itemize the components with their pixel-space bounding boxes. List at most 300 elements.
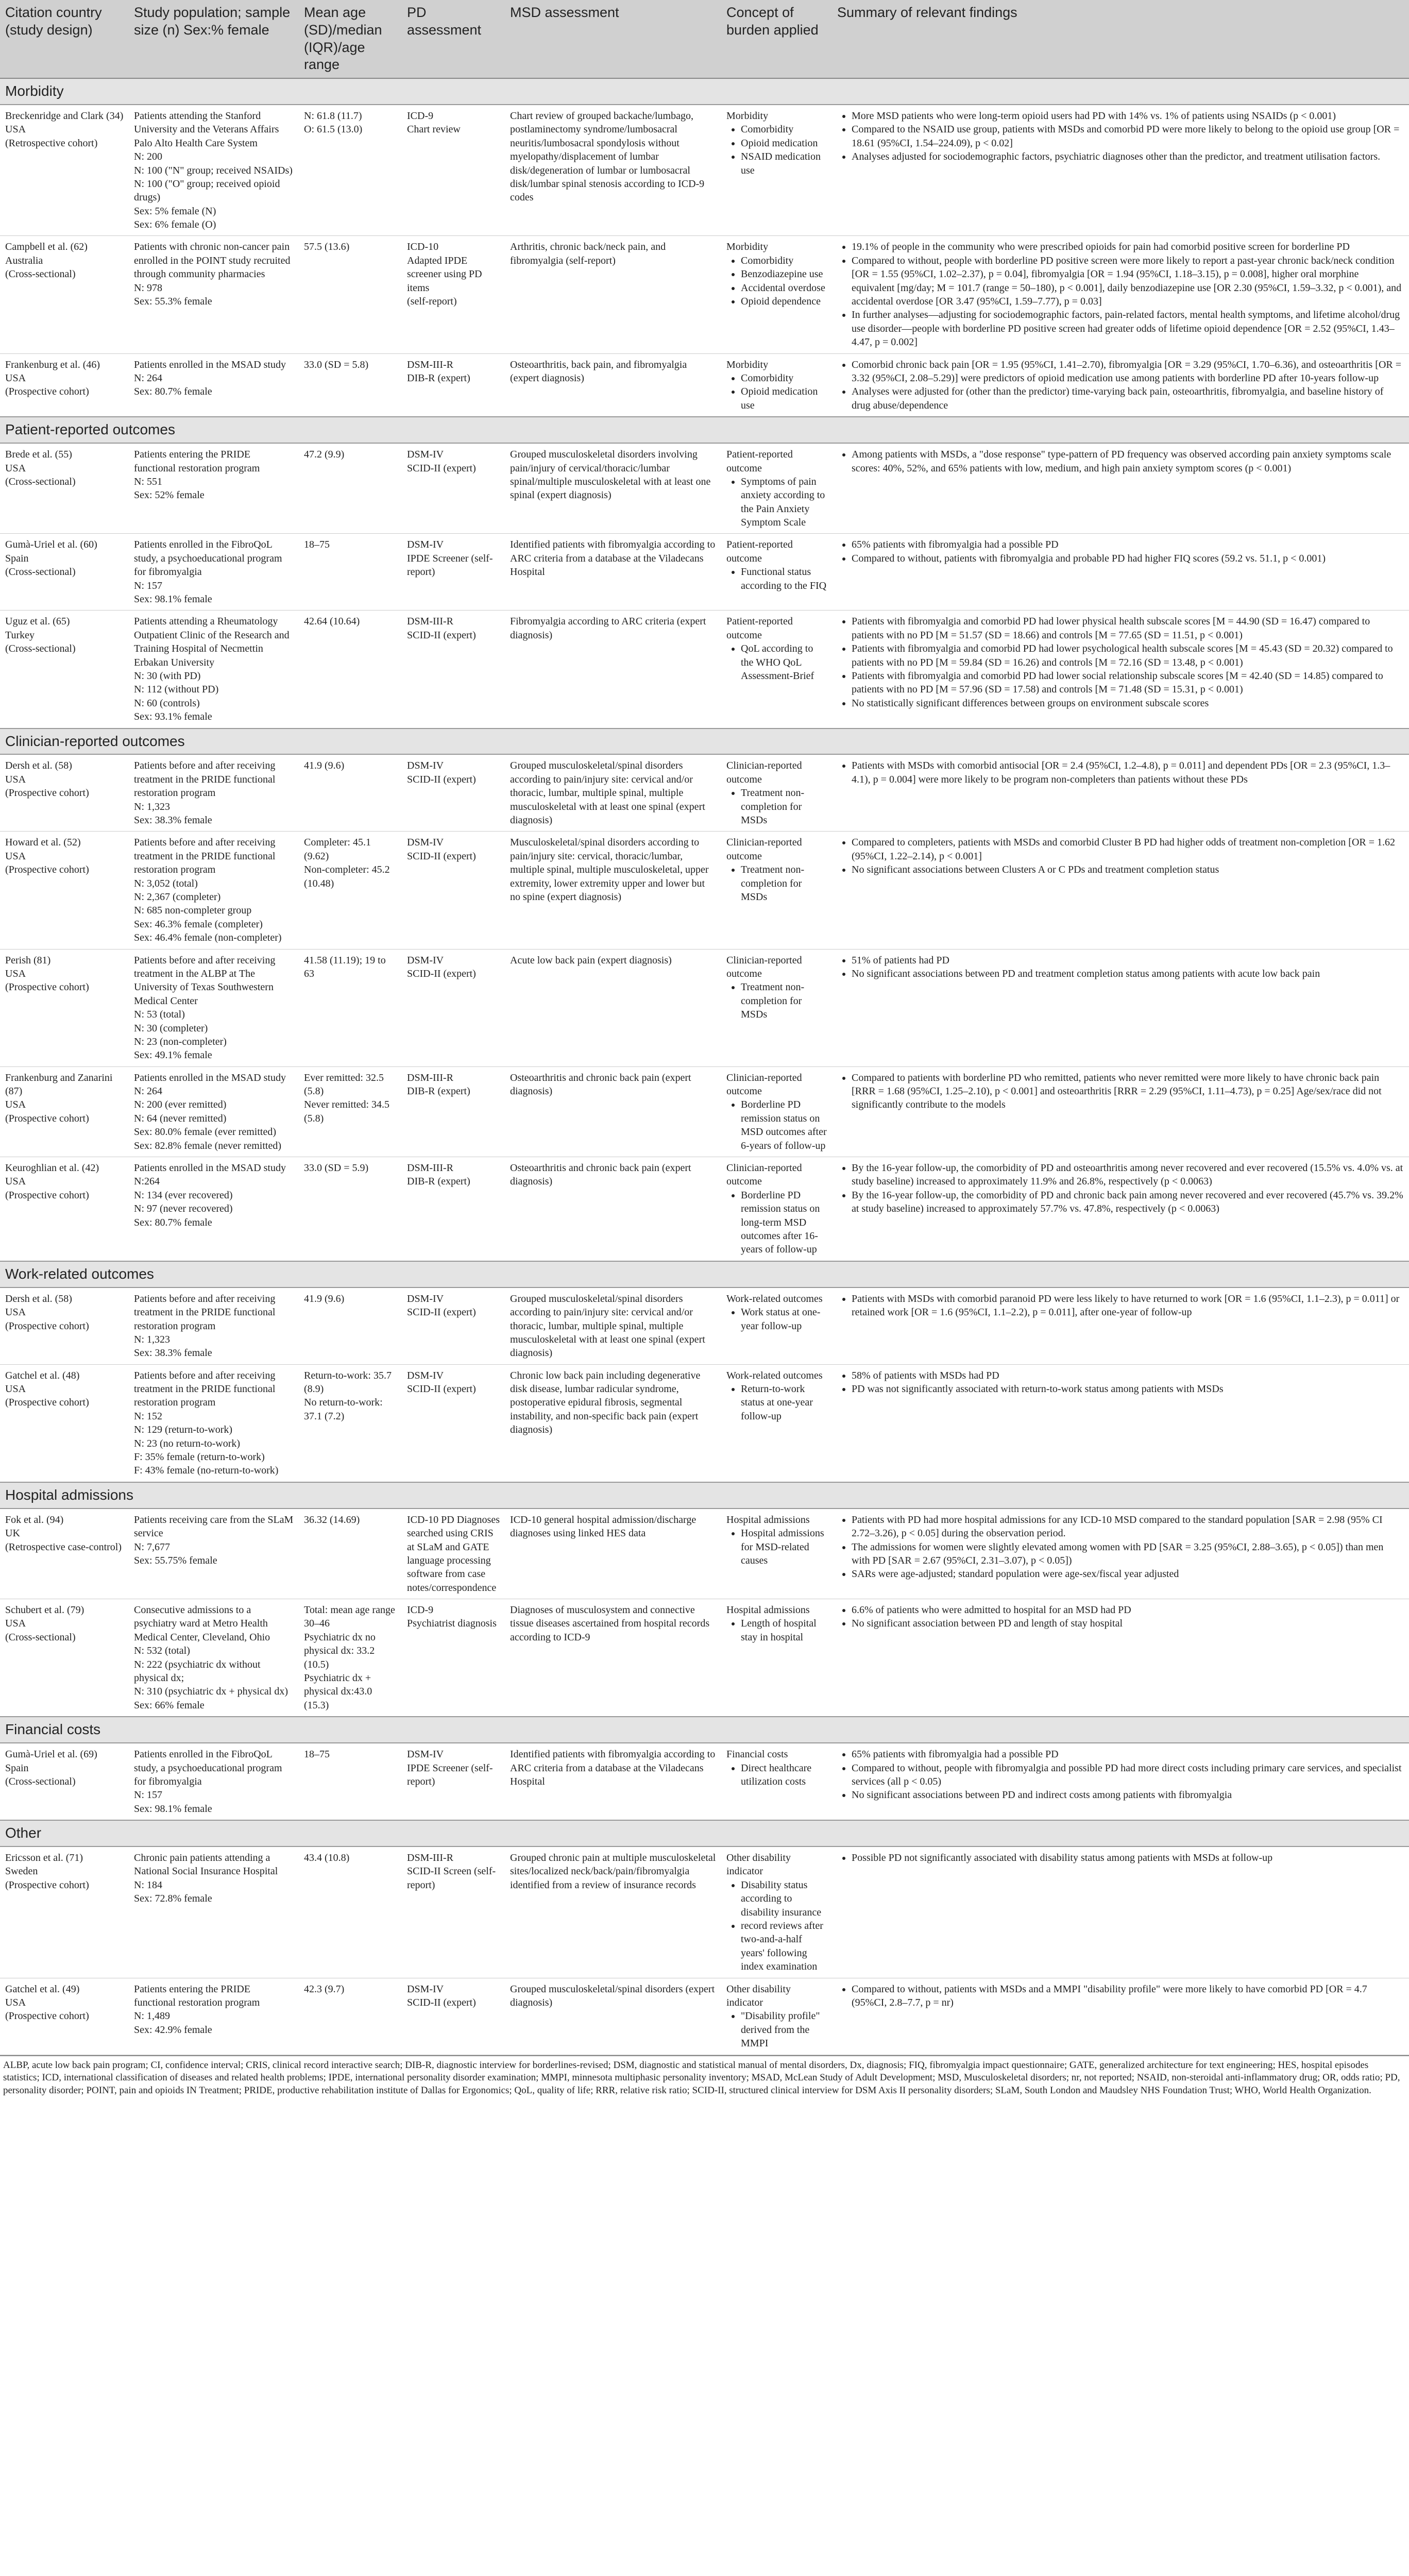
cell-msd-assessment-line: Fibromyalgia according to ARC criteria (expert diagnosis) bbox=[510, 616, 706, 641]
burden-list bbox=[726, 863, 827, 904]
cell-citation-line: Uguz et al. (65) bbox=[5, 616, 70, 628]
cell-age-line: 57.5 (13.6) bbox=[304, 241, 350, 253]
cell-population-line: N: 184 bbox=[134, 1879, 162, 1891]
cell-citation-line: USA bbox=[5, 773, 26, 785]
cell-age bbox=[299, 534, 402, 611]
burden-list bbox=[726, 254, 827, 309]
section-title: Work-related outcomes bbox=[0, 1261, 1409, 1287]
finding-item: • 58% of patients with MSDs had PD bbox=[852, 1369, 1404, 1382]
cell-citation bbox=[0, 949, 129, 1066]
cell-pd-assessment-line: DSM-IV bbox=[407, 760, 444, 772]
cell-population bbox=[129, 105, 299, 236]
cell-population-line: Sex: 80.7% female bbox=[134, 1216, 212, 1228]
cell-pd-assessment bbox=[402, 832, 505, 949]
table-row bbox=[0, 443, 1409, 534]
cell-citation-line: USA bbox=[5, 1618, 26, 1630]
findings-list bbox=[837, 538, 1404, 565]
cell-burden bbox=[721, 754, 832, 831]
cell-age bbox=[299, 832, 402, 949]
findings-list bbox=[837, 759, 1404, 786]
cell-population-line: Sex: 72.8% female bbox=[134, 1893, 212, 1905]
cell-citation-line: USA bbox=[5, 372, 26, 384]
burden-item: • Return-to-work status at one-year follow-up bbox=[741, 1382, 827, 1423]
cell-age-line: Total: mean age range 30–46 bbox=[304, 1604, 395, 1630]
cell-burden-line: Other disability indicator bbox=[726, 1983, 791, 2008]
cell-citation-line: (Cross-sectional) bbox=[5, 566, 76, 578]
cell-age-line: 41.9 (9.6) bbox=[304, 760, 345, 772]
cell-population-line: N: 222 (psychiatric dx without physical dx; bbox=[134, 1658, 261, 1684]
cell-age-line: 18–75 bbox=[304, 539, 330, 551]
cell-burden-line: Hospital admissions bbox=[726, 1604, 810, 1616]
cell-msd-assessment-line: Grouped musculoskeletal/spinal disorders according to pain/injury site: cervical and/or thoracic, lumbar, multiple spinal, multiple musculoskeletal with at least one spinal (expert diagnosis) bbox=[510, 1293, 705, 1359]
col-header-population: Study population; sample size (n) Sex:% female bbox=[129, 0, 299, 78]
cell-pd-assessment-line: DSM-IV bbox=[407, 1293, 444, 1304]
cell-burden bbox=[721, 534, 832, 611]
cell-burden bbox=[721, 443, 832, 534]
burden-list bbox=[726, 475, 827, 530]
cell-burden bbox=[721, 1157, 832, 1261]
col-header-citation: Citation country (study design) bbox=[0, 0, 129, 78]
cell-population-line: N: 532 (total) bbox=[134, 1645, 190, 1657]
findings-list bbox=[837, 1982, 1404, 2010]
finding-item: • Compared to completers, patients with MSDs and comorbid Cluster B PD had higher odds of treatment non-completion [OR = 1.62 (95%CI, 1.22–2.14), p < 0.001] bbox=[852, 836, 1404, 863]
cell-age bbox=[299, 353, 402, 417]
cell-age-line: Return-to-work: 35.7 (8.9) bbox=[304, 1369, 392, 1395]
cell-population bbox=[129, 754, 299, 831]
finding-item: • No significant associations between PD and treatment completion status among patients with acute low back pain bbox=[852, 967, 1404, 980]
cell-pd-assessment bbox=[402, 1846, 505, 1978]
section-title: Morbidity bbox=[0, 78, 1409, 105]
findings-list bbox=[837, 109, 1404, 164]
cell-pd-assessment bbox=[402, 353, 505, 417]
table-row bbox=[0, 1287, 1409, 1364]
cell-age-line: Non-completer: 45.2 (10.48) bbox=[304, 864, 390, 889]
cell-burden-line: Hospital admissions bbox=[726, 1514, 810, 1526]
cell-citation-line: USA bbox=[5, 462, 26, 474]
cell-age-line: 36.32 (14.69) bbox=[304, 1514, 360, 1526]
cell-citation-line: Sweden bbox=[5, 1866, 38, 1877]
col-header-age: Mean age (SD)/median (IQR)/age range bbox=[299, 0, 402, 78]
cell-population-line: Sex: 5% female (N) bbox=[134, 205, 216, 217]
cell-population-line: N: 152 bbox=[134, 1410, 162, 1422]
cell-citation bbox=[0, 1364, 129, 1482]
cell-citation-line: Breckenridge and Clark (34) bbox=[5, 110, 124, 122]
findings-list bbox=[837, 448, 1404, 475]
cell-population-line: Patients before and after receiving treatment in the PRIDE functional restoration program bbox=[134, 837, 276, 876]
table-row bbox=[0, 1066, 1409, 1157]
cell-population bbox=[129, 236, 299, 353]
burden-item: • NSAID medication use bbox=[741, 150, 827, 177]
cell-pd-assessment bbox=[402, 443, 505, 534]
cell-pd-assessment-line: DSM-IV bbox=[407, 954, 444, 966]
cell-citation-line: USA bbox=[5, 968, 26, 979]
cell-citation bbox=[0, 1978, 129, 2055]
cell-population-line: N: 30 (completer) bbox=[134, 1022, 208, 1034]
finding-item: • Compared to the NSAID use group, patients with MSDs and comorbid PD were more likely to belong to the opioid use group [OR = 18.61 (95%CI, 1.54–224.09), p < 0.02] bbox=[852, 123, 1404, 150]
cell-pd-assessment-line: SCID-II (expert) bbox=[407, 773, 476, 785]
cell-pd-assessment-line: ICD-10 bbox=[407, 241, 439, 253]
cell-population-line: Sex: 42.9% female bbox=[134, 2024, 212, 2036]
finding-item: • More MSD patients who were long-term opioid users had PD with 14% vs. 1% of patients using NSAIDs (p < 0.001) bbox=[852, 109, 1404, 123]
burden-list bbox=[726, 1306, 827, 1333]
section-header-row bbox=[0, 1482, 1409, 1509]
cell-population-line: Sex: 98.1% female bbox=[134, 1803, 212, 1815]
table-row bbox=[0, 353, 1409, 417]
cell-burden bbox=[721, 1978, 832, 2055]
cell-findings bbox=[832, 443, 1409, 534]
cell-citation bbox=[0, 611, 129, 728]
finding-item: • Possible PD not significantly associated with disability status among patients with MSDs at follow-up bbox=[852, 1851, 1404, 1865]
finding-item: • 65% patients with fibromyalgia had a possible PD bbox=[852, 1748, 1404, 1761]
table-row bbox=[0, 1846, 1409, 1978]
cell-citation-line: USA bbox=[5, 124, 26, 135]
cell-citation-line: Spain bbox=[5, 552, 29, 564]
cell-population-line: Patients before and after receiving treatment in the PRIDE functional restoration program bbox=[134, 1293, 276, 1332]
cell-burden-line: Clinician-reported outcome bbox=[726, 1072, 802, 1097]
cell-age-line: 47.2 (9.9) bbox=[304, 449, 345, 461]
cell-findings bbox=[832, 1509, 1409, 1599]
cell-citation-line: (Prospective cohort) bbox=[5, 864, 89, 876]
finding-item: • Analyses were adjusted for (other than the predictor) time-varying back pain, osteoarthritis, fibromyalgia, and baseline history of drug abuse/dependence bbox=[852, 385, 1404, 412]
cell-pd-assessment bbox=[402, 534, 505, 611]
cell-pd-assessment bbox=[402, 1509, 505, 1599]
cell-msd-assessment-line: Arthritis, chronic back/neck pain, and fibromyalgia (self-report) bbox=[510, 241, 666, 266]
finding-item: • Compared to without, people with borderline PD positive screen were more likely to report a past-year chronic back/neck condition [OR = 1.55 (95%CI, 1.02–2.37), p = 0.04], fibromyalgia [OR = 1.94 (95%CI, 1.18–3.15), p = 0.008], higher oral morphine equivalent [mg/day; M = 101.7 (range = 50–180), p < 0.001], daily benzodiazepine use [OR 2.30 (95%CI, 1.59–3.32, p < 0.001), and accidental overdose [OR 3.47 (95%CI, 1.59–7.77), p = 0.03] bbox=[852, 254, 1404, 309]
cell-population bbox=[129, 1066, 299, 1157]
cell-citation-line: (Prospective cohort) bbox=[5, 787, 89, 799]
cell-population-line: Sex: 52% female bbox=[134, 489, 205, 501]
table-row bbox=[0, 832, 1409, 949]
cell-citation-line: (Cross-sectional) bbox=[5, 1631, 76, 1643]
cell-citation-line: (Prospective cohort) bbox=[5, 981, 89, 993]
section-header-row bbox=[0, 1820, 1409, 1846]
cell-age bbox=[299, 1287, 402, 1364]
cell-pd-assessment bbox=[402, 1364, 505, 1482]
cell-citation-line: USA bbox=[5, 1176, 26, 1188]
cell-population-line: N: 978 bbox=[134, 282, 162, 294]
cell-population-line: N: 100 ("O" group; received opioid drugs) bbox=[134, 178, 280, 204]
cell-pd-assessment-line: DSM-IV bbox=[407, 539, 444, 551]
cell-pd-assessment bbox=[402, 1599, 505, 1717]
cell-age-line: O: 61.5 (13.0) bbox=[304, 124, 363, 135]
cell-population-line: Sex: 49.1% female bbox=[134, 1049, 212, 1061]
cell-pd-assessment bbox=[402, 754, 505, 831]
cell-population-line: N: 551 bbox=[134, 476, 162, 487]
table-row bbox=[0, 611, 1409, 728]
burden-item: • Disability status according to disability insurance bbox=[741, 1878, 827, 1919]
cell-population-line: Patients enrolled in the MSAD study bbox=[134, 1162, 286, 1174]
findings-list bbox=[837, 1071, 1404, 1112]
burden-list bbox=[726, 1098, 827, 1153]
cell-citation-line: Perish (81) bbox=[5, 954, 51, 966]
cell-population-line: Sex: 38.3% female bbox=[134, 815, 212, 826]
finding-item: • No significant association between PD and length of stay hospital bbox=[852, 1617, 1404, 1630]
cell-burden bbox=[721, 611, 832, 728]
finding-item: • Patients with PD had more hospital admissions for any ICD-10 MSD compared to the standard population [SAR = 2.98 (95% CI 2.72–3.26), p < 0.05] during the observation period. bbox=[852, 1513, 1404, 1540]
cell-citation-line: (Cross-sectional) bbox=[5, 1775, 76, 1787]
cell-pd-assessment-line: SCID-II (expert) bbox=[407, 462, 476, 474]
cell-pd-assessment bbox=[402, 1743, 505, 1820]
cell-age-line: Psychiatric dx + physical dx:43.0 (15.3) bbox=[304, 1672, 372, 1711]
table-row bbox=[0, 949, 1409, 1066]
cell-findings bbox=[832, 1066, 1409, 1157]
cell-burden bbox=[721, 1599, 832, 1717]
cell-citation-line: USA bbox=[5, 850, 26, 862]
cell-age bbox=[299, 1509, 402, 1599]
table-footnote: ALBP, acute low back pain program; CI, confidence interval; CRIS, clinical record interactive search; DIB-R, diagnostic interview for borderlines-revised; DSM, diagnostic and statistical manual of mental disorders, Dx, diagnosis; FIQ, fibromyalgia impact questionnaire; GATE, generalized architecture for text engineering; HES, hospital episodes statistics; ICD, international classification of diseases and related health problems; IPDE, international personality disorder examination; MMPI, minnesota multiphasic personality inventory; MSAD, McLean Study of Adult Development; MSD, Musculoskeletal disorders; nr, not reported; NSAID, non-steroidal anti-inflammatory drug; OR, odds ratio; PD, personality disorder; POINT, pain and opioids IN Treatment; PRIDE, productive rehabilitation institute of Dallas for Ergonomics; QoL, quality of life; RRR, relative risk ratio; SCID-II, structured clinical interview for DSM Axis II personality disorders; SLaM, South London and Maudsley NHS Foundation Trust; WHO, World Health Organization. bbox=[0, 2055, 1409, 2100]
burden-list bbox=[726, 642, 827, 683]
cell-pd-assessment-line: Psychiatrist diagnosis bbox=[407, 1618, 497, 1630]
burden-list bbox=[726, 2009, 827, 2050]
burden-item: • Treatment non-completion for MSDs bbox=[741, 980, 827, 1021]
cell-msd-assessment-line: Grouped musculoskeletal disorders involving pain/injury of cervical/thoracic/lumbar spinal/multiple musculoskeletal with at least one spinal (expert diagnosis) bbox=[510, 449, 711, 501]
cell-citation-line: Keuroghlian et al. (42) bbox=[5, 1162, 99, 1174]
cell-findings bbox=[832, 534, 1409, 611]
cell-citation-line: (Prospective cohort) bbox=[5, 1879, 89, 1891]
cell-age-line: 41.58 (11.19); 19 to 63 bbox=[304, 954, 386, 979]
cell-population-line: N: 3,052 (total) bbox=[134, 877, 198, 889]
cell-msd-assessment bbox=[505, 1287, 721, 1364]
table-row bbox=[0, 534, 1409, 611]
section-header-row bbox=[0, 1717, 1409, 1743]
burden-list bbox=[726, 1878, 827, 1974]
cell-population-line: Sex: 98.1% female bbox=[134, 594, 212, 605]
cell-population-line: Patients before and after receiving treatment in the ALBP at The University of Texas Southwestern Medical Center bbox=[134, 954, 276, 1007]
cell-population-line: Patients receiving care from the SLaM service bbox=[134, 1514, 294, 1539]
cell-citation bbox=[0, 1509, 129, 1599]
cell-findings bbox=[832, 1287, 1409, 1364]
cell-msd-assessment-line: Grouped musculoskeletal/spinal disorders according to pain/injury site: cervical and/or thoracic, lumbar, multiple spinal, multiple musculoskeletal with at least one spinal (expert diagnosis) bbox=[510, 760, 705, 826]
cell-pd-assessment bbox=[402, 1978, 505, 2055]
section-title: Financial costs bbox=[0, 1717, 1409, 1743]
cell-age-line: 33.0 (SD = 5.8) bbox=[304, 359, 369, 370]
cell-population-line: Patients entering the PRIDE functional restoration program bbox=[134, 449, 260, 474]
cell-age bbox=[299, 611, 402, 728]
cell-pd-assessment-line: (self-report) bbox=[407, 296, 457, 308]
cell-citation-line: USA bbox=[5, 1383, 26, 1395]
cell-msd-assessment bbox=[505, 1364, 721, 1482]
finding-item: • Analyses adjusted for sociodemographic factors, psychiatric diagnoses other than the predictor, and treatment utilisation factors. bbox=[852, 150, 1404, 163]
cell-burden bbox=[721, 949, 832, 1066]
cell-age bbox=[299, 949, 402, 1066]
col-header-burden: Concept of burden applied bbox=[721, 0, 832, 78]
cell-population-line: Patients entering the PRIDE functional restoration program bbox=[134, 1983, 260, 2008]
cell-msd-assessment bbox=[505, 832, 721, 949]
cell-population-line: N: 97 (never recovered) bbox=[134, 1203, 233, 1215]
cell-citation-line: Schubert et al. (79) bbox=[5, 1604, 84, 1616]
burden-list bbox=[726, 980, 827, 1021]
cell-population-line: N: 134 (ever recovered) bbox=[134, 1189, 233, 1201]
cell-msd-assessment bbox=[505, 1066, 721, 1157]
cell-msd-assessment-line: ICD-10 general hospital admission/discharge diagnoses using linked HES data bbox=[510, 1514, 697, 1539]
cell-age bbox=[299, 236, 402, 353]
cell-pd-assessment-line: DSM-IV bbox=[407, 1369, 444, 1381]
table-row bbox=[0, 1978, 1409, 2055]
cell-citation-line: Gatchel et al. (49) bbox=[5, 1983, 80, 1995]
cell-population-line: N: 157 bbox=[134, 1789, 162, 1801]
cell-burden bbox=[721, 1509, 832, 1599]
cell-pd-assessment bbox=[402, 236, 505, 353]
cell-population-line: N: 200 bbox=[134, 151, 162, 163]
cell-pd-assessment-line: DIB-R (expert) bbox=[407, 1086, 470, 1097]
cell-population-line: Consecutive admissions to a psychiatry ward at Metro Health Medical Center, Cleveland, Ohio bbox=[134, 1604, 270, 1643]
cell-burden-line: Clinician-reported outcome bbox=[726, 1162, 802, 1188]
cell-population-line: Patients enrolled in the MSAD study bbox=[134, 1072, 286, 1083]
cell-population bbox=[129, 1157, 299, 1261]
cell-population-line: Sex: 66% female bbox=[134, 1699, 205, 1711]
cell-findings bbox=[832, 1599, 1409, 1717]
cell-population bbox=[129, 1846, 299, 1978]
cell-population-line: Patients enrolled in the FibroQoL study, a psychoeducational program for fibromyalgia bbox=[134, 1749, 282, 1787]
cell-pd-assessment-line: IPDE Screener (self-report) bbox=[407, 1762, 493, 1787]
section-title: Hospital admissions bbox=[0, 1482, 1409, 1509]
section-header-row bbox=[0, 417, 1409, 443]
table-row bbox=[0, 1509, 1409, 1599]
cell-burden-line: Other disability indicator bbox=[726, 1852, 791, 1877]
cell-pd-assessment-line: DSM-III-R bbox=[407, 1852, 453, 1864]
cell-citation bbox=[0, 353, 129, 417]
cell-msd-assessment-line: Osteoarthritis, back pain, and fibromyalgia (expert diagnosis) bbox=[510, 359, 687, 384]
cell-burden-line: Morbidity bbox=[726, 110, 769, 122]
cell-msd-assessment-line: Osteoarthritis and chronic back pain (expert diagnosis) bbox=[510, 1072, 691, 1097]
cell-citation-line: Campbell et al. (62) bbox=[5, 241, 88, 253]
cell-msd-assessment bbox=[505, 1978, 721, 2055]
cell-citation-line: Dersh et al. (58) bbox=[5, 760, 72, 772]
cell-pd-assessment-line: DSM-IV bbox=[407, 449, 444, 461]
cell-citation-line: Ericsson et al. (71) bbox=[5, 1852, 83, 1864]
cell-age bbox=[299, 1157, 402, 1261]
finding-item: • 6.6% of patients who were admitted to hospital for an MSD had PD bbox=[852, 1603, 1404, 1617]
cell-population bbox=[129, 949, 299, 1066]
cell-msd-assessment bbox=[505, 1743, 721, 1820]
cell-pd-assessment-line: DSM-III-R bbox=[407, 359, 453, 370]
cell-population-line: N: 685 non-completer group bbox=[134, 905, 252, 917]
cell-citation-line: (Prospective cohort) bbox=[5, 386, 89, 398]
cell-pd-assessment-line: DIB-R (expert) bbox=[407, 1176, 470, 1188]
finding-item: • Among patients with MSDs, a "dose response" type-pattern of PD frequency was observed according pain anxiety symptoms scale scores: 40%, 52%, and 65% patients with low, medium, and high pain anxiety symptom scores (p < 0.001) bbox=[852, 448, 1404, 475]
cell-msd-assessment bbox=[505, 1157, 721, 1261]
cell-age-line: Psychiatric dx no physical dx: 33.2 (10.5) bbox=[304, 1631, 376, 1670]
burden-list bbox=[726, 1189, 827, 1257]
cell-citation-line: Frankenburg et al. (46) bbox=[5, 359, 100, 370]
findings-list bbox=[837, 1369, 1404, 1396]
cell-msd-assessment-line: Grouped musculoskeletal/spinal disorders (expert diagnosis) bbox=[510, 1983, 715, 2008]
cell-population-line: Chronic pain patients attending a National Social Insurance Hospital bbox=[134, 1852, 278, 1877]
cell-burden-line: Work-related outcomes bbox=[726, 1369, 823, 1381]
cell-pd-assessment-line: SCID-II (expert) bbox=[407, 629, 476, 641]
finding-item: • Compared to patients with borderline PD who remitted, patients who never remitted were more likely to have chronic back pain [RRR = 1.68 (95%CI, 1.25–2.10), p < 0.001] and osteoarthritis [RRR = 2.29 (95%CI, 1.11–4.73), p = 0.25] Age/sex/race did not significantly contribute to the models bbox=[852, 1071, 1404, 1112]
cell-msd-assessment bbox=[505, 353, 721, 417]
cell-age bbox=[299, 1846, 402, 1978]
cell-pd-assessment-line: SCID-II (expert) bbox=[407, 1383, 476, 1395]
cell-burden-line: Financial costs bbox=[726, 1749, 788, 1760]
cell-citation bbox=[0, 105, 129, 236]
section-header-row bbox=[0, 1261, 1409, 1287]
table-row bbox=[0, 1743, 1409, 1820]
cell-findings bbox=[832, 105, 1409, 236]
cell-burden bbox=[721, 832, 832, 949]
cell-population-line: Sex: 55.3% female bbox=[134, 296, 212, 308]
cell-msd-assessment bbox=[505, 1509, 721, 1599]
finding-item: • In further analyses—adjusting for sociodemographic factors, pain-related factors, mental health symptoms, and lifetime alcohol/drug use disorder—people with borderline PD positive screen had greater odds of lifetime opioid dependence [OR = 2.52 (95%CI, 1.43–4.47, p = 0.002] bbox=[852, 308, 1404, 349]
cell-citation-line: (Prospective cohort) bbox=[5, 2010, 89, 2022]
cell-population-line: N: 157 bbox=[134, 580, 162, 591]
cell-citation bbox=[0, 236, 129, 353]
cell-age bbox=[299, 105, 402, 236]
cell-burden-line: Work-related outcomes bbox=[726, 1293, 823, 1304]
cell-pd-assessment bbox=[402, 1066, 505, 1157]
cell-citation-line: (Retrospective case-control) bbox=[5, 1541, 122, 1553]
section-header-row bbox=[0, 78, 1409, 105]
cell-age bbox=[299, 1978, 402, 2055]
cell-findings bbox=[832, 1743, 1409, 1820]
cell-msd-assessment bbox=[505, 754, 721, 831]
cell-age-line: 43.4 (10.8) bbox=[304, 1852, 350, 1864]
finding-item: • By the 16-year follow-up, the comorbidity of PD and chronic back pain among never recovered and ever recovered (45.7% vs. 39.2% at study baseline) increased to approximately 57.7% vs. 47.8%, respectively (p < 0.0063) bbox=[852, 1189, 1404, 1216]
finding-item: • No statistically significant differences between groups on environment subscale scores bbox=[852, 697, 1404, 710]
header-row bbox=[0, 0, 1409, 78]
cell-pd-assessment bbox=[402, 1157, 505, 1261]
cell-citation bbox=[0, 1599, 129, 1717]
burden-item: • Hospital admissions for MSD-related causes bbox=[741, 1527, 827, 1567]
cell-population bbox=[129, 443, 299, 534]
cell-population bbox=[129, 1743, 299, 1820]
burden-list bbox=[726, 123, 827, 177]
cell-population-line: N: 23 (non-completer) bbox=[134, 1036, 227, 1047]
cell-burden bbox=[721, 236, 832, 353]
burden-item: • Comorbidity bbox=[741, 123, 827, 136]
finding-item: • Patients with fibromyalgia and comorbid PD had lower physical health subscale scores [M = 44.90 (SD = 16.47) compared to patients with no PD [M = 51.57 (SD = 18.66) and controls [M = 77.65 (SD = 11.51, p < 0.001) bbox=[852, 615, 1404, 642]
cell-population-line: N: 100 ("N" group; received NSAIDs) bbox=[134, 164, 293, 176]
cell-burden bbox=[721, 105, 832, 236]
table-row bbox=[0, 1599, 1409, 1717]
finding-item: • Compared to without, patients with fibromyalgia and probable PD had higher FIQ scores (59.2 vs. 51.1, p < 0.001) bbox=[852, 552, 1404, 565]
burden-list bbox=[726, 786, 827, 827]
table-row bbox=[0, 754, 1409, 831]
finding-item: • Patients with MSDs with comorbid paranoid PD were less likely to have returned to work [OR = 1.6 (95%CI, 1.1–2.3), p = 0.011] or retained work [OR = 1.6 (95%CI, 1.1–2.2), p = 0.011], after one-year of follow-up bbox=[852, 1292, 1404, 1319]
findings-list bbox=[837, 240, 1404, 349]
cell-burden-line: Patient-reported outcome bbox=[726, 616, 793, 641]
cell-burden bbox=[721, 1743, 832, 1820]
cell-pd-assessment bbox=[402, 105, 505, 236]
cell-citation-line: (Cross-sectional) bbox=[5, 476, 76, 487]
cell-pd-assessment-line: DSM-IV bbox=[407, 1749, 444, 1760]
cell-citation-line: Howard et al. (52) bbox=[5, 837, 81, 849]
cell-population bbox=[129, 1509, 299, 1599]
cell-citation bbox=[0, 754, 129, 831]
cell-pd-assessment-line: IPDE Screener (self-report) bbox=[407, 552, 493, 578]
cell-pd-assessment-line: DSM-IV bbox=[407, 837, 444, 849]
cell-msd-assessment bbox=[505, 105, 721, 236]
cell-findings bbox=[832, 1978, 1409, 2055]
cell-citation bbox=[0, 534, 129, 611]
cell-citation-line: Frankenburg and Zanarini (87) bbox=[5, 1072, 113, 1097]
cell-population-line: Sex: 55.75% female bbox=[134, 1554, 217, 1566]
cell-age bbox=[299, 754, 402, 831]
burden-item: • record reviews after two-and-a-half years' following index examination bbox=[741, 1919, 827, 1974]
finding-item: • By the 16-year follow-up, the comorbidity of PD and osteoarthritis among never recovered and ever recovered (15.5% vs. 4.0% vs. at study baseline) increased to approximately 11.9% and 26.8%, respectively (p < 0.0063) bbox=[852, 1161, 1404, 1189]
cell-burden bbox=[721, 353, 832, 417]
cell-burden bbox=[721, 1066, 832, 1157]
table-row bbox=[0, 1157, 1409, 1261]
burden-item: • Opioid medication use bbox=[741, 385, 827, 412]
finding-item: • 51% of patients had PD bbox=[852, 954, 1404, 967]
cell-age bbox=[299, 1364, 402, 1482]
cell-age-line: Completer: 45.1 (9.62) bbox=[304, 837, 371, 862]
finding-item: • SARs were age-adjusted; standard population were age-sex/fiscal year adjusted bbox=[852, 1567, 1404, 1581]
cell-pd-assessment-line: DIB-R (expert) bbox=[407, 372, 470, 384]
cell-msd-assessment-line: Identified patients with fibromyalgia according to ARC criteria from a database at the Viladecans Hospital bbox=[510, 539, 716, 578]
